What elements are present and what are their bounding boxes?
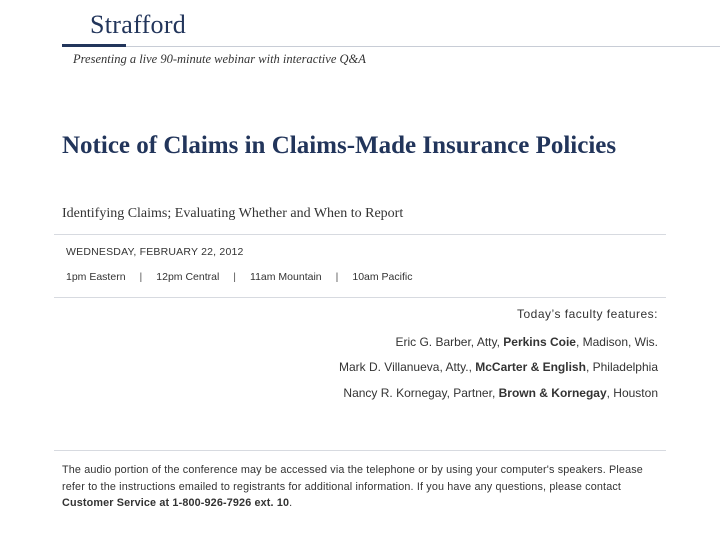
- tagline: Presenting a live 90-minute webinar with interactive Q&A: [73, 52, 366, 66]
- speaker-1: [395, 335, 658, 349]
- audio-instructions: [62, 462, 662, 512]
- customer-service-contact: Customer Service at 1-800-926-7926 ext. 10: [62, 497, 290, 509]
- time-mountain: 11am Mountain: [250, 271, 322, 283]
- speaker-name: Mark D. Villanueva, Atty.,: [338, 360, 476, 374]
- speaker-location: , Madison, Wis.: [575, 335, 658, 349]
- speaker-firm: Perkins Coie: [503, 335, 576, 349]
- time-separator: |: [139, 271, 143, 283]
- footer-end: .: [289, 497, 293, 509]
- speaker-firm: Brown & Kornegay: [498, 386, 607, 400]
- time-eastern: 1pm Eastern: [66, 271, 126, 283]
- speaker-location: , Philadelphia: [585, 360, 658, 374]
- speaker-2: [339, 360, 658, 374]
- strafford-logo: Strafford: [90, 10, 187, 39]
- speaker-firm: McCarter & English: [475, 360, 586, 374]
- time-central: 12pm Central: [156, 271, 220, 283]
- footer-text: The audio portion of the conference may be accessed via the telephone or by using your computer's speakers. Please refer to the instructions emailed to registrants for additional information. If you have any questions, please contact: [62, 464, 643, 493]
- header-divider: [62, 46, 720, 47]
- speaker-location: , Houston: [606, 386, 658, 400]
- webinar-subtitle: Identifying Claims; Evaluating Whether and When to Report: [62, 206, 404, 221]
- header-accent-bar: [62, 44, 126, 47]
- divider-bottom: [54, 450, 666, 451]
- faculty-heading: Today’s faculty features:: [516, 307, 658, 321]
- speaker-name: Nancy R. Kornegay, Partner,: [343, 386, 499, 400]
- time-separator: |: [233, 271, 237, 283]
- speaker-name: Eric G. Barber, Atty,: [395, 335, 504, 349]
- webinar-times: [66, 271, 412, 283]
- divider-top: [54, 234, 666, 235]
- time-pacific: 10am Pacific: [352, 271, 413, 283]
- speaker-3: [343, 386, 658, 400]
- time-separator: |: [335, 271, 339, 283]
- webinar-title: Notice of Claims in Claims-Made Insurance Policies: [62, 132, 617, 159]
- divider-middle: [54, 297, 666, 298]
- webinar-date: WEDNESDAY, FEBRUARY 22, 2012: [66, 246, 244, 258]
